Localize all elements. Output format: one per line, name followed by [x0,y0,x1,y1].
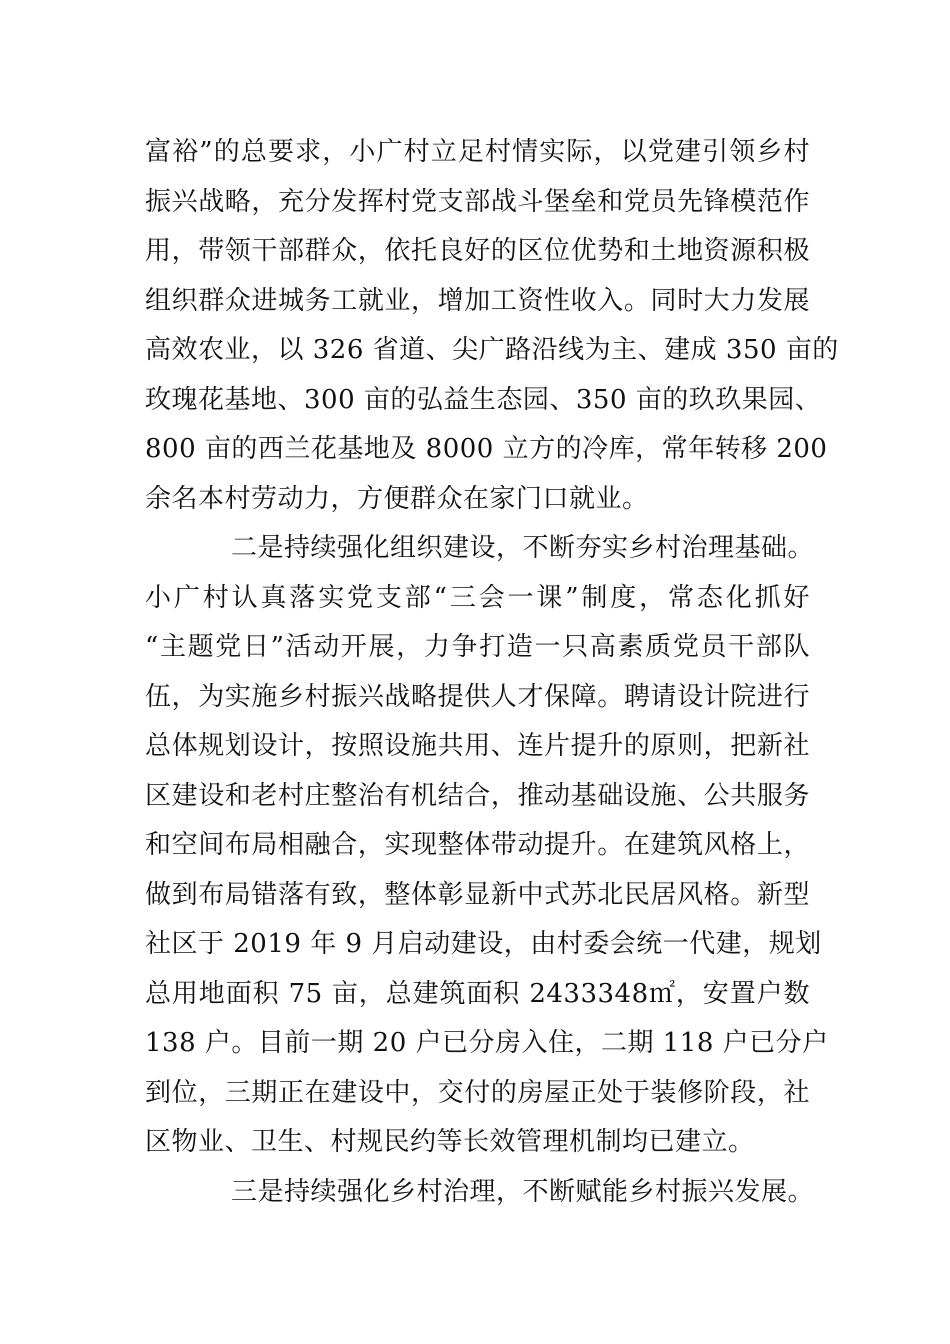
text-line: 振兴战略，充分发挥村党支部战斗堡垒和党员先锋模范作 [145,186,810,217]
text-line: 社区于 2019 年 9 月启动建设，由村委会统一代建，规划 [145,929,822,959]
text-line: 玫瑰花基地、300 亩的弘益生态园、350 亩的玖玖果园、 [145,384,822,415]
section-heading-line: 三是持续强化乡村治理，不断赋能乡村振兴发展。 [231,1176,815,1207]
body-text [145,128,839,1217]
text-line: 总用地面积 75 亩，总建筑面积 2433348㎡，安置户数 [145,978,810,1009]
text-line: 总体规划设计，按照设施共用、连片提升的原则，把新社 [145,731,810,761]
text-line: 800 亩的西兰花基地及 8000 立方的冷库，常年转移 200 [145,434,828,464]
text-line: 用，带领干部群众，依托良好的区位优势和土地资源积极 [145,236,810,266]
text-line: 区物业、卫生、村规民约等长效管理机制均已建立。 [145,1127,755,1157]
text-line: 余名本村劳动力，方便群众在家门口就业。 [145,483,649,514]
text-line: 高效农业，以 326 省道、尖广路沿线为主、建成 350 亩的 [145,335,839,365]
text-line: 富裕”的总要求，小广村立足村情实际，以党建引领乡村 [145,137,810,167]
text-line: 组织群众进城务工就业，增加工资性收入。同时大力发展 [145,285,810,316]
text-line: 和空间布局相融合，实现整体带动提升。在建筑风格上， [145,830,810,860]
text-line: 小广村认真落实党支部“三会一课”制度，常态化抓好 [145,582,810,613]
text-line: 到位，三期正在建设中，交付的房屋正处于装修阶段，社 [145,1077,810,1108]
text-line: 伍，为实施乡村振兴战略提供人才保障。聘请设计院进行 [145,681,810,712]
text-line: 做到布局错落有致，整体彰显新中式苏北民居风格。新型 [145,879,810,910]
text-line: 区建设和老村庄整治有机结合，推动基础设施、公共服务 [145,780,810,811]
text-line: 138 户。目前一期 20 户已分房入住，二期 118 户已分户 [145,1028,829,1058]
text-line: “主题党日”活动开展，力争打造一只高素质党员干部队 [145,632,810,662]
section-heading-line: 二是持续强化组织建设，不断夯实乡村治理基础。 [231,533,815,563]
